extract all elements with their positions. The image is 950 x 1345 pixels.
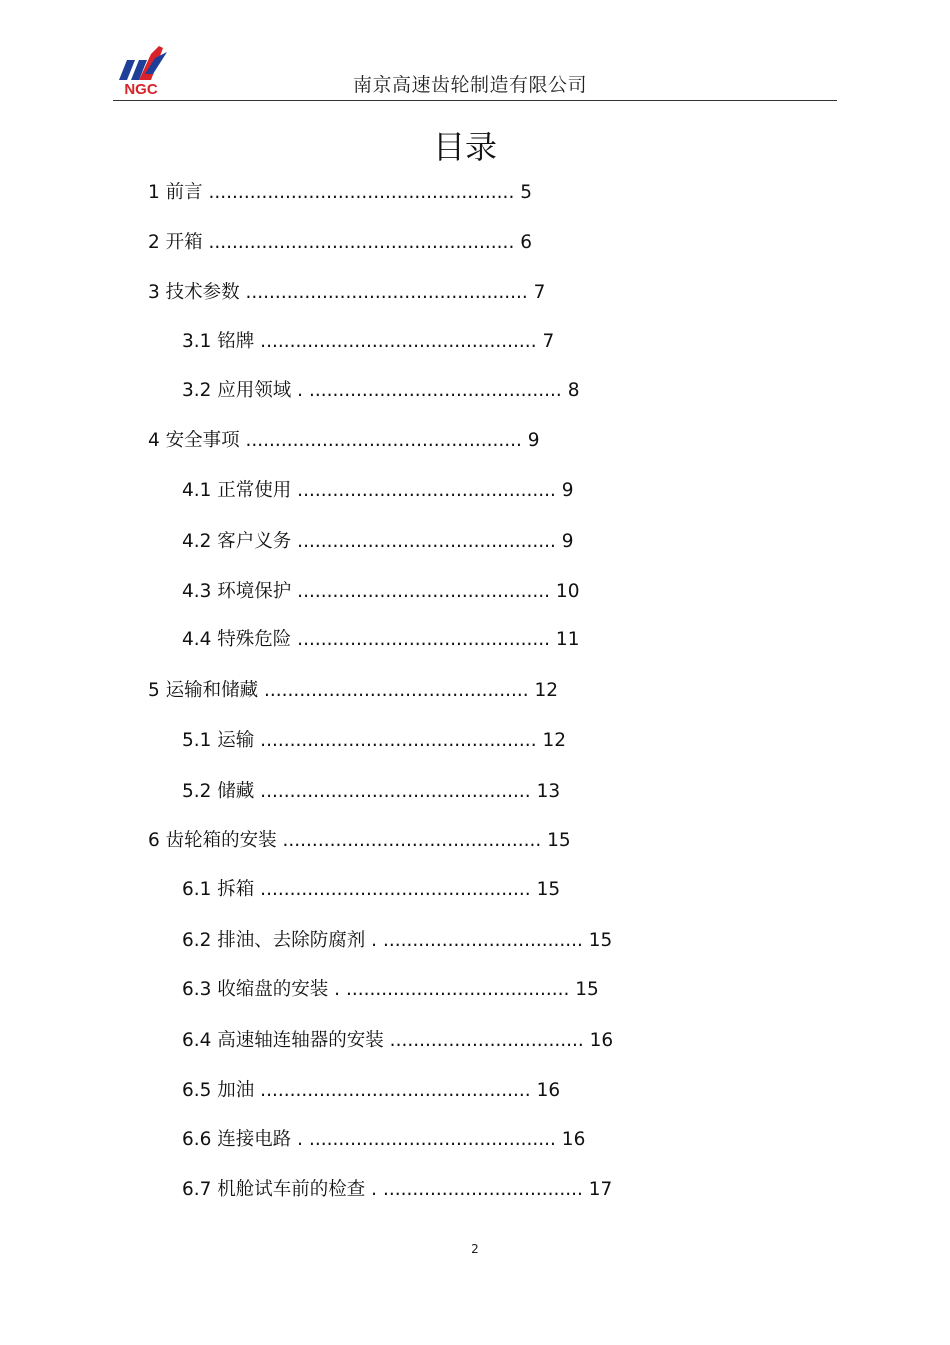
toc-entry-5-1[interactable]: 5.1 运输 ............................................... 12 bbox=[182, 730, 566, 751]
toc-entry-1[interactable]: 1 前言 .................................................... 5 bbox=[148, 182, 532, 203]
toc-title: 目录 bbox=[432, 128, 497, 166]
toc-entry-6-7[interactable]: 6.7 机舱试车前的检查 . .................................. 17 bbox=[182, 1179, 613, 1200]
toc-entry-6-2[interactable]: 6.2 排油、去除防腐剂 . .................................. 15 bbox=[182, 930, 613, 951]
toc-entry-4-1[interactable]: 4.1 正常使用 ............................................ 9 bbox=[182, 480, 574, 501]
toc-entry-2[interactable]: 2 开箱 .................................................... 6 bbox=[148, 232, 532, 253]
toc-entry-4[interactable]: 4 安全事项 ............................................... 9 bbox=[148, 430, 540, 451]
toc-entry-6-1[interactable]: 6.1 拆箱 .............................................. 15 bbox=[182, 879, 561, 900]
page-number: 2 bbox=[471, 1242, 479, 1256]
toc-entry-6-5[interactable]: 6.5 加油 .............................................. 16 bbox=[182, 1080, 561, 1101]
logo-text: NGC bbox=[124, 81, 158, 98]
toc-entry-6-6[interactable]: 6.6 连接电路 . .......................................... 16 bbox=[182, 1129, 586, 1150]
toc-entry-4-2[interactable]: 4.2 客户义务 ............................................ 9 bbox=[182, 531, 574, 552]
toc-entry-5-2[interactable]: 5.2 储藏 .............................................. 13 bbox=[182, 781, 561, 802]
toc-entry-5[interactable]: 5 运输和储藏 ............................................. 12 bbox=[148, 680, 559, 701]
toc-entry-3-1[interactable]: 3.1 铭牌 ............................................... 7 bbox=[182, 331, 555, 352]
toc-entry-6[interactable]: 6 齿轮箱的安装 ............................................ 15 bbox=[148, 830, 571, 851]
toc-entry-3[interactable]: 3 技术参数 ................................................ 7 bbox=[148, 282, 546, 303]
toc-entry-6-4[interactable]: 6.4 高速轴连轴器的安装 ................................. 16 bbox=[182, 1030, 614, 1051]
company-name: 南京高速齿轮制造有限公司 bbox=[352, 74, 587, 96]
toc-entry-3-2[interactable]: 3.2 应用领域 . ........................................... 8 bbox=[182, 380, 580, 401]
toc-entry-4-4[interactable]: 4.4 特殊危险 ........................................... 11 bbox=[182, 629, 580, 650]
toc-entry-6-3[interactable]: 6.3 收缩盘的安装 . ...................................... 15 bbox=[182, 979, 599, 1000]
toc-entry-4-3[interactable]: 4.3 环境保护 ........................................... 10 bbox=[182, 581, 580, 602]
